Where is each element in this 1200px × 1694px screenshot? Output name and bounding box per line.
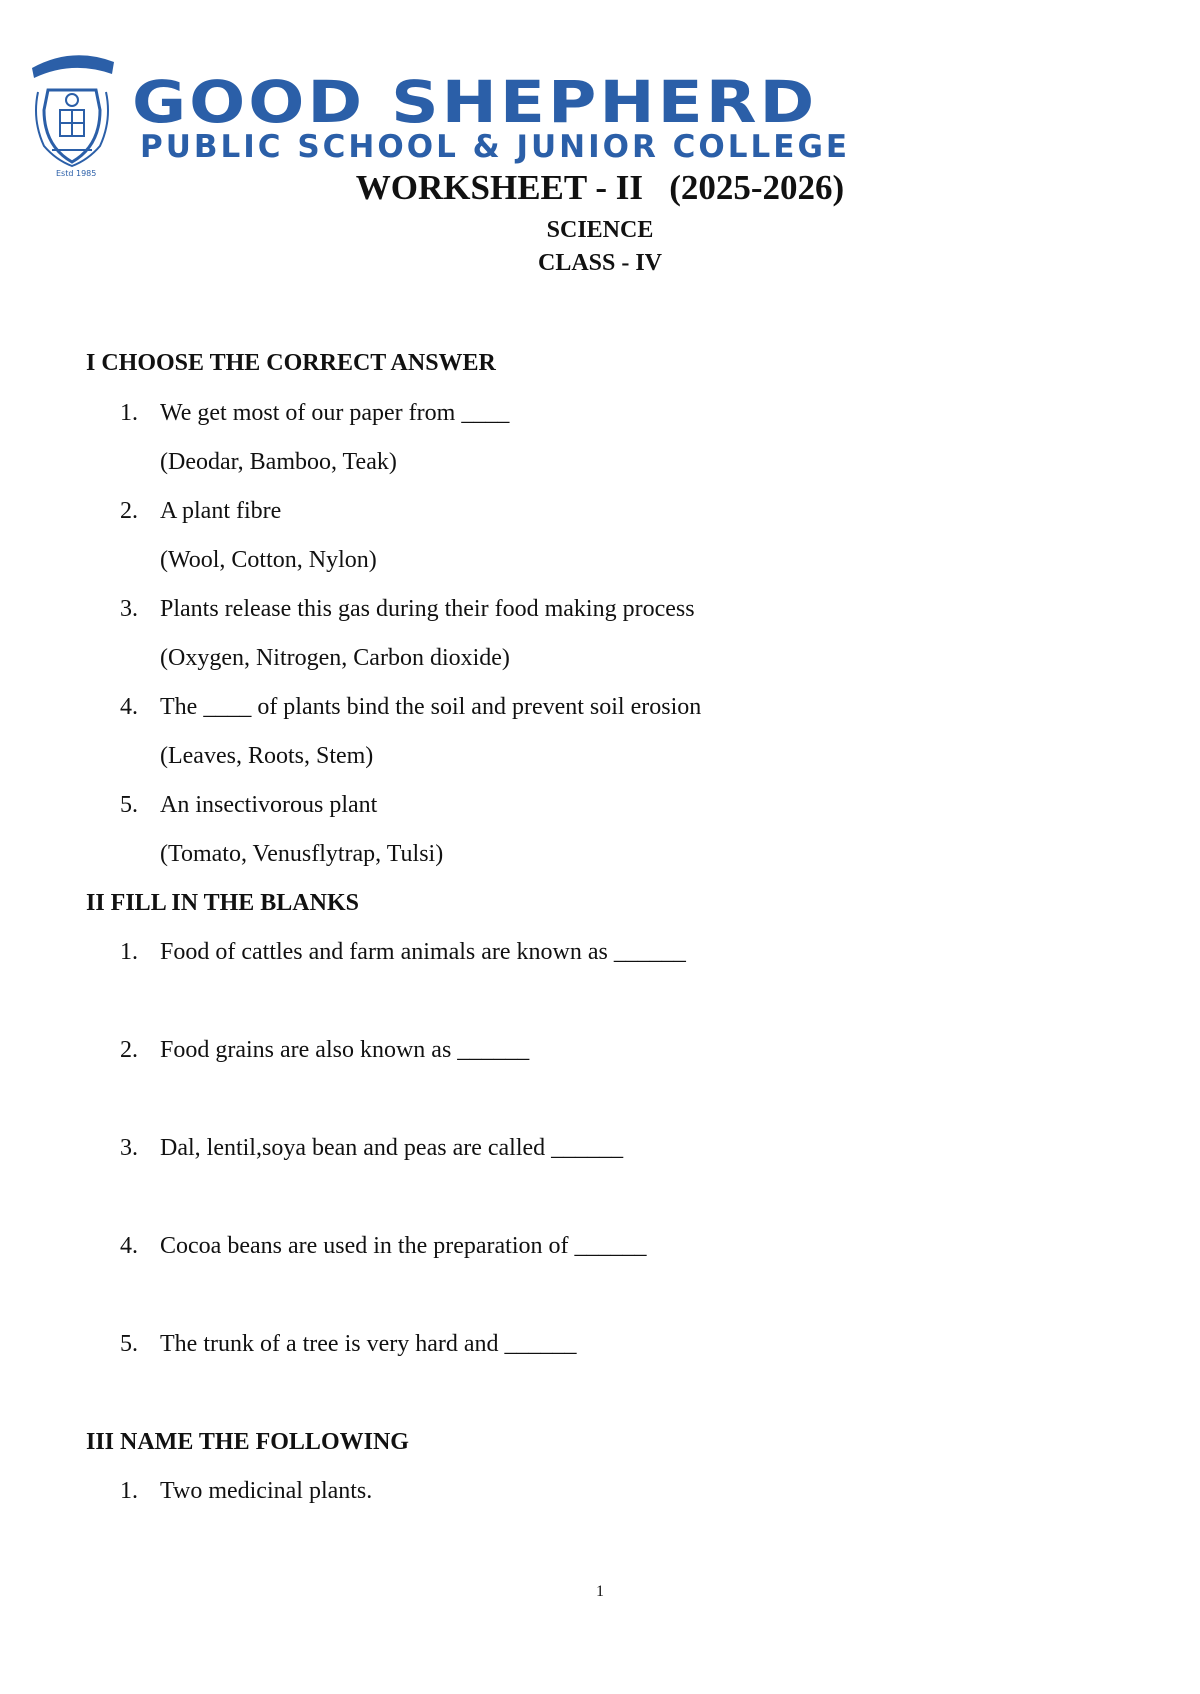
worksheet-title: WORKSHEET - II (2025-2026) xyxy=(355,168,845,207)
question-text: We get most of our paper from ____ xyxy=(160,400,510,426)
section-heading-choose: I CHOOSE THE CORRECT ANSWER xyxy=(86,350,496,376)
question-number: 3. xyxy=(120,596,138,622)
subject-label: SCIENCE xyxy=(546,217,654,243)
question-number: 4. xyxy=(120,694,138,720)
class-label: CLASS - IV xyxy=(537,250,663,276)
question-text: Plants release this gas during their food making process xyxy=(160,596,695,622)
question-number: 3. xyxy=(120,1135,138,1161)
question-text: The ____ of plants bind the soil and prevent soil erosion xyxy=(160,694,702,720)
question-number: 1. xyxy=(120,939,138,965)
school-subtitle: PUBLIC SCHOOL & JUNIOR COLLEGE xyxy=(140,129,851,165)
question-number: 4. xyxy=(120,1233,138,1259)
question-options: (Tomato, Venusflytrap, Tulsi) xyxy=(160,841,444,867)
question-number: 5. xyxy=(120,1331,138,1357)
question-number: 1. xyxy=(120,1478,138,1504)
question-text: Food grains are also known as ______ xyxy=(160,1037,530,1063)
school-crest-icon xyxy=(26,50,118,180)
question-text: Dal, lentil,soya bean and peas are called ______ xyxy=(160,1135,624,1161)
question-text: A plant fibre xyxy=(160,498,282,524)
section-heading-fill-blanks: II FILL IN THE BLANKS xyxy=(86,890,359,916)
question-number: 1. xyxy=(120,400,138,426)
question-text: The trunk of a tree is very hard and ______ xyxy=(160,1331,577,1357)
question-text: Food of cattles and farm animals are known as ______ xyxy=(160,939,686,965)
section-heading-name-following: III NAME THE FOLLOWING xyxy=(86,1429,409,1455)
school-name: GOOD SHEPHERD xyxy=(132,68,818,137)
question-text: An insectivorous plant xyxy=(160,792,378,818)
question-number: 2. xyxy=(120,498,138,524)
question-options: (Wool, Cotton, Nylon) xyxy=(160,547,377,573)
page-number: 1 xyxy=(596,1583,604,1600)
question-options: (Deodar, Bamboo, Teak) xyxy=(160,449,397,475)
svg-text:Estd 1985: Estd 1985 xyxy=(56,169,97,178)
question-number: 5. xyxy=(120,792,138,818)
question-number: 2. xyxy=(120,1037,138,1063)
question-options: (Oxygen, Nitrogen, Carbon dioxide) xyxy=(160,645,510,671)
question-options: (Leaves, Roots, Stem) xyxy=(160,743,374,769)
question-text: Cocoa beans are used in the preparation of ______ xyxy=(160,1233,647,1259)
question-text: Two medicinal plants. xyxy=(160,1478,373,1504)
